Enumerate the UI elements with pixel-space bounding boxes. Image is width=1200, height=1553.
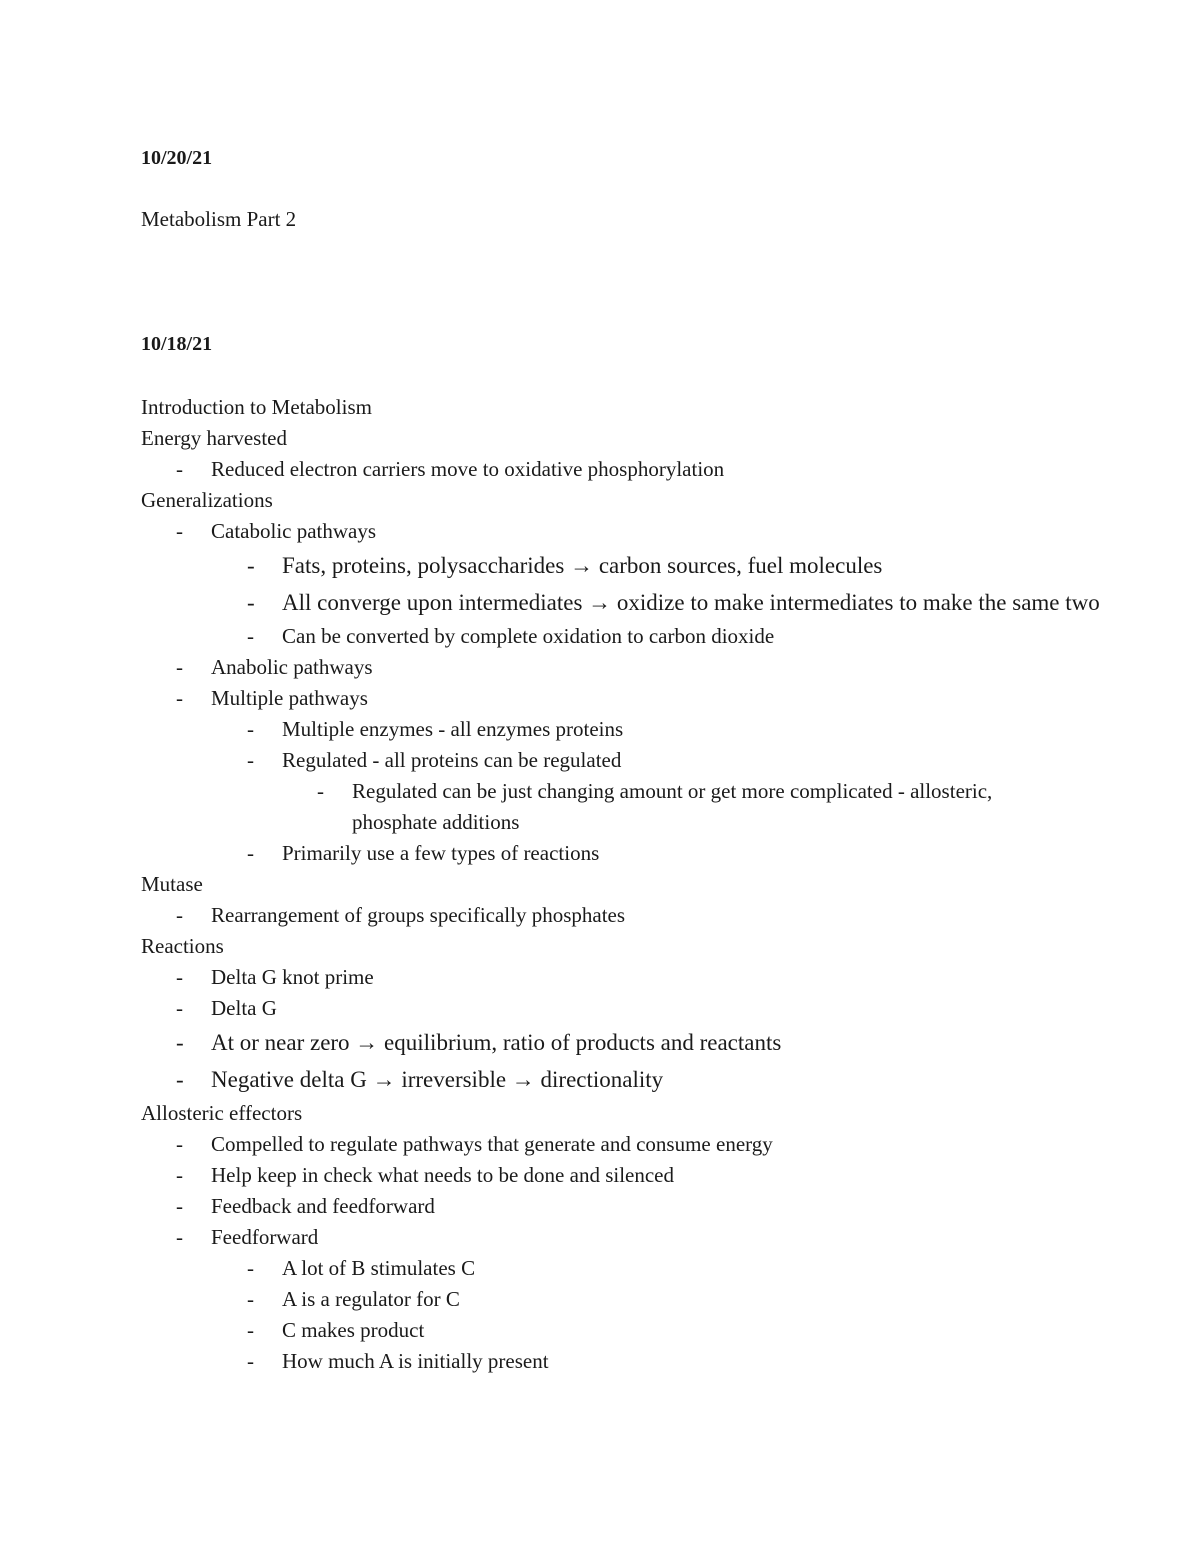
list-item: - Primarily use a few types of reactions — [141, 838, 1101, 869]
bullet-dash: - — [176, 655, 183, 679]
list-item: - Rearrangement of groups specifically phosphates — [141, 900, 1101, 931]
section-heading: Generalizations — [141, 488, 273, 512]
date-heading-10-20-21: 10/20/21 — [141, 147, 213, 169]
bullet-dash: - — [176, 1194, 183, 1218]
note-title-metabolism-part-2: Metabolism Part 2 — [141, 207, 297, 231]
bullet-dash: - — [247, 624, 254, 648]
bullet-dash: - — [176, 1067, 184, 1092]
bullet-dash: - — [247, 1318, 254, 1342]
list-item: - Multiple pathways — [141, 683, 1101, 714]
bullet-dash: - — [247, 748, 254, 772]
list-item: - A is a regulator for C — [141, 1284, 1101, 1315]
list-item: - Negative delta G → irreversible → directionality — [141, 1061, 1101, 1098]
bullet-dash: - — [176, 1163, 183, 1187]
bullet-dash: - — [176, 1030, 184, 1055]
list-item: - Anabolic pathways — [141, 652, 1101, 683]
bullet-dash: - — [317, 779, 324, 803]
list-item: - Regulated - all proteins can be regulated — [141, 745, 1101, 776]
section-heading: Mutase — [141, 872, 203, 896]
section-heading: Reactions — [141, 934, 224, 958]
list-item: - A lot of B stimulates C — [141, 1253, 1101, 1284]
list-item: - Multiple enzymes - all enzymes proteins — [141, 714, 1101, 745]
bullet-dash: - — [176, 996, 183, 1020]
bullet-dash: - — [247, 717, 254, 741]
list-item: - Compelled to regulate pathways that generate and consume energy — [141, 1129, 1101, 1160]
bullet-dash: - — [247, 1349, 254, 1373]
bullet-dash: - — [247, 553, 255, 578]
bullet-dash: - — [247, 841, 254, 865]
bullet-dash: - — [176, 1132, 183, 1156]
list-item: - All converge upon intermediates → oxidize to make intermediates to make the same two — [141, 584, 1101, 621]
bullet-dash: - — [247, 590, 255, 615]
notes-body — [141, 392, 1101, 1377]
bullet-dash: - — [176, 519, 183, 543]
list-item: - At or near zero → equilibrium, ratio of products and reactants — [141, 1024, 1101, 1061]
list-item: - Feedforward — [141, 1222, 1101, 1253]
list-item: - Can be converted by complete oxidation to carbon dioxide — [141, 621, 1101, 652]
bullet-dash: - — [176, 1225, 183, 1249]
section-heading: Allosteric effectors — [141, 1101, 303, 1125]
list-item: - C makes product — [141, 1315, 1101, 1346]
list-item: - Delta G — [141, 993, 1101, 1024]
list-item: - Fats, proteins, polysaccharides → carbon sources, fuel molecules — [141, 547, 1101, 584]
date-heading-10-18-21: 10/18/21 — [141, 333, 213, 355]
list-item: - Delta G knot prime — [141, 962, 1101, 993]
bullet-dash: - — [176, 965, 183, 989]
list-item: - Reduced electron carriers move to oxidative phosphorylation — [141, 454, 1101, 485]
list-item: - Catabolic pathways — [141, 516, 1101, 547]
list-item: - Regulated can be just changing amount or get more complicated - allosteric, phosphate additions — [141, 776, 997, 838]
section-heading: Introduction to Metabolism — [141, 395, 372, 419]
bullet-dash: - — [176, 686, 183, 710]
bullet-dash: - — [176, 457, 183, 481]
list-item: - Help keep in check what needs to be done and silenced — [141, 1160, 1101, 1191]
bullet-dash: - — [176, 903, 183, 927]
list-item: - Feedback and feedforward — [141, 1191, 1101, 1222]
bullet-dash: - — [247, 1287, 254, 1311]
section-heading: Energy harvested — [141, 426, 287, 450]
list-item: - How much A is initially present — [141, 1346, 1101, 1377]
bullet-dash: - — [247, 1256, 254, 1280]
